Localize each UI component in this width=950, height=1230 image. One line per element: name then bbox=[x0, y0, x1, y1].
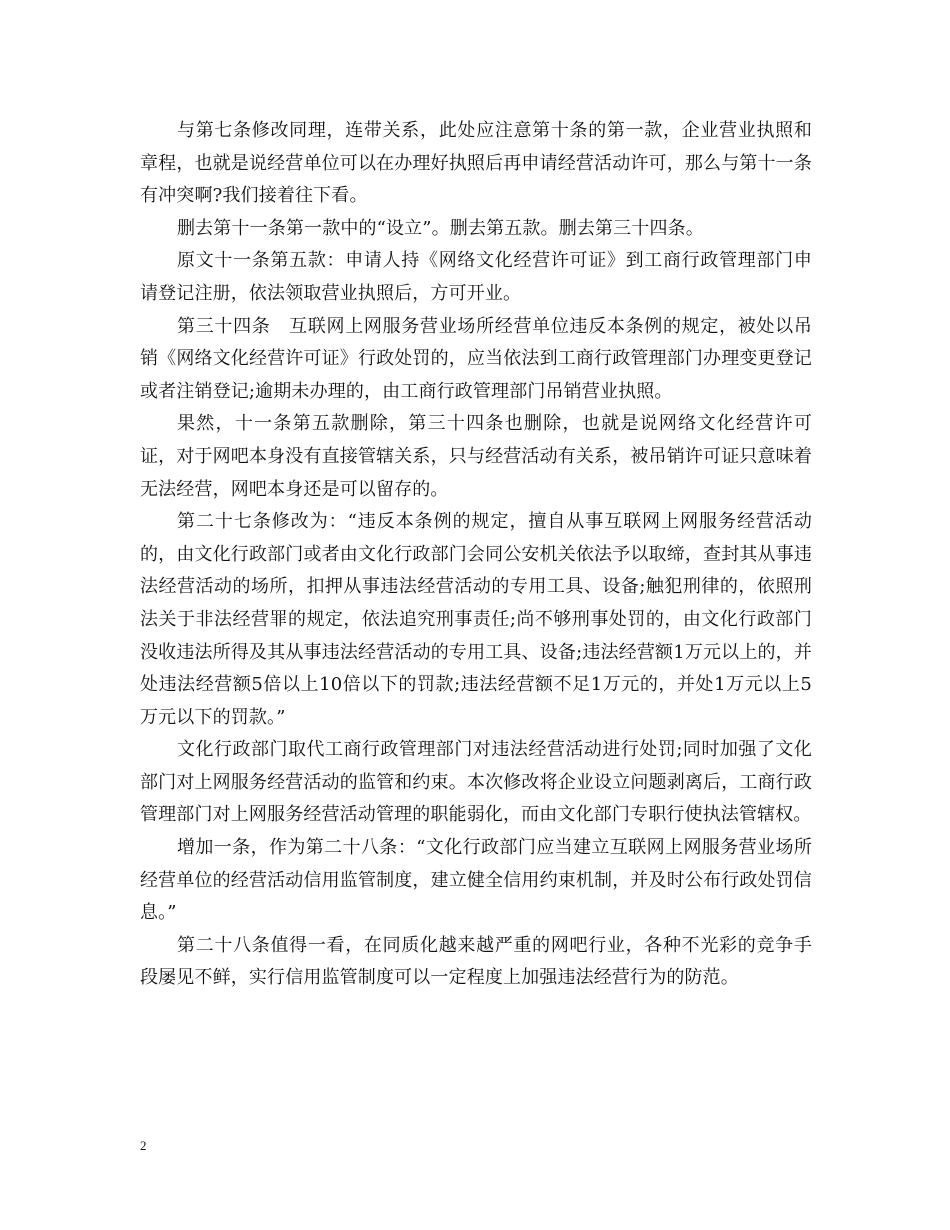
paragraph-8: 增加一条，作为第二十八条：“文化行政部门应当建立互联网上网服务营业场所经营单位的经营活动信用监管制度，建立健全信用约束机制，并及时公布行政处罚信息。” bbox=[140, 837, 812, 924]
paragraph-6: 第二十七条修改为：“违反本条例的规定，擅自从事互联网上网服务经营活动的，由文化行政部门或者由文化行政部门会同公安机关依法予以取缔，查封其从事违法经营活动的场所，扣押从事违法经营活动的专用工具、设备;触犯刑律的，依照刑法关于非法经营罪的规定，依法追究刑事责任;尚不够刑事处罚的，由文化行政部门没收违法所得及其从事违法经营活动的专用工具、设备;违法经营额1万元以上的，并处违法经营额5倍以上10倍以下的罚款;违法经营额不足1万元的，并处1万元以上5万元以下的罚款。” bbox=[140, 511, 812, 728]
paragraph-4: 第三十四条 互联网上网服务营业场所经营单位违反本条例的规定，被处以吊销《网络文化经营许可证》行政处罚的，应当依法到工商行政管理部门办理变更登记或者注销登记;逾期未办理的，由工商行政管理部门吊销营业执照。 bbox=[140, 315, 812, 402]
paragraph-5: 果然，十一条第五款删除，第三十四条也删除，也就是说网络文化经营许可证，对于网吧本身没有直接管辖关系，只与经营活动有关系，被吊销许可证只意味着无法经营，网吧本身还是可以留存的。 bbox=[140, 413, 812, 500]
paragraph-1: 与第七条修改同理，连带关系，此处应注意第十条的第一款，企业营业执照和章程，也就是说经营单位可以在办理好执照后再申请经营活动许可，那么与第十一条有冲突啊?我们接着往下看。 bbox=[140, 120, 812, 207]
paragraph-3: 原文十一条第五款：申请人持《网络文化经营许可证》到工商行政管理部门申请登记注册，依法领取营业执照后，方可开业。 bbox=[140, 250, 812, 304]
paragraph-7: 文化行政部门取代工商行政管理部门对违法经营活动进行处罚;同时加强了文化部门对上网服务经营活动的监管和约束。本次修改将企业设立问题剥离后，工商行政管理部门对上网服务经营活动管理的职能弱化，而由文化部门专职行使执法管辖权。 bbox=[140, 739, 812, 826]
paragraph-9: 第二十八条值得一看，在同质化越来越严重的网吧行业，各种不光彩的竞争手段屡见不鲜，实行信用监管制度可以一定程度上加强违法经营行为的防范。 bbox=[140, 934, 812, 989]
paragraph-2: 删去第十一条第一款中的“设立”。删去第五款。删去第三十四条。 bbox=[177, 217, 704, 239]
document-body bbox=[140, 115, 812, 995]
page-number: 2 bbox=[140, 1138, 147, 1153]
